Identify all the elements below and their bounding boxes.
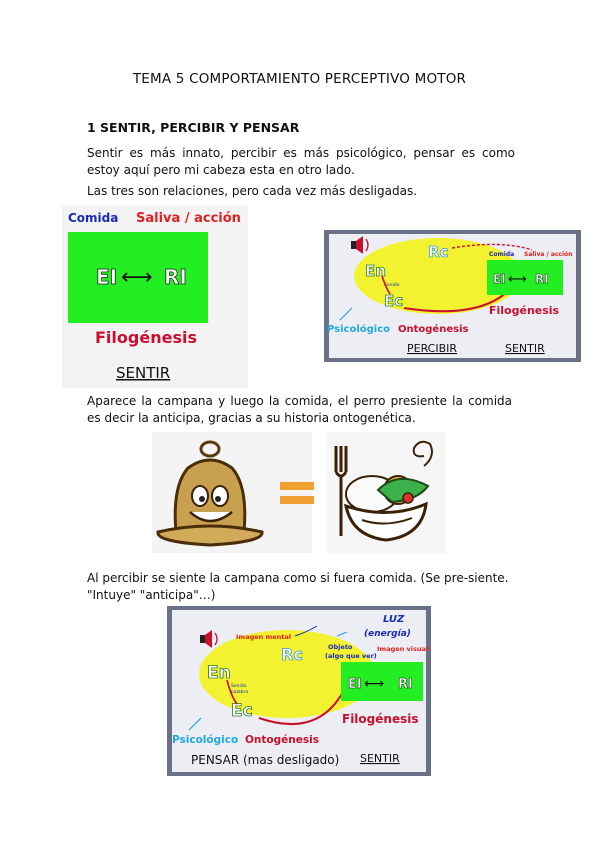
double-arrow-icon: ⟷ bbox=[364, 676, 385, 692]
paragraph-3: Aparece la campana y luego la comida, el perro presiente la comida es decir la anticipa, gracias a su historia ontogenética. bbox=[87, 394, 512, 425]
filogenesis-label: Filogénesis bbox=[95, 328, 197, 347]
filogenesis-label: Filogénesis bbox=[489, 304, 560, 317]
ontogenesis-label: Ontogénesis bbox=[245, 734, 319, 746]
algo-que-ver-label: (algo que ver) bbox=[325, 652, 377, 660]
ri-label: RI bbox=[164, 265, 187, 289]
ri-label: RI bbox=[535, 272, 549, 286]
psicologico-label: Psicológico bbox=[327, 324, 391, 335]
imagen-visual-label: Imagen visual bbox=[377, 645, 429, 653]
saliva-label: Saliva / acción bbox=[136, 211, 241, 226]
palabra-label: palabra bbox=[231, 690, 249, 695]
double-arrow-icon: ⟷ bbox=[121, 265, 153, 290]
percibir-caption: PERCIBIR bbox=[407, 342, 458, 355]
en-label: En bbox=[207, 663, 231, 683]
figure-sentir bbox=[62, 206, 248, 388]
luz-label: LUZ bbox=[383, 614, 405, 625]
ec-label: Ec bbox=[384, 292, 404, 310]
paragraph-1: Sentir es más innato, percibir es más psicológico, pensar es como estoy aquí pero mi cabeza esta en otro lado. bbox=[87, 146, 515, 177]
figure-pensar bbox=[167, 606, 431, 776]
energia-label: (energía) bbox=[364, 629, 411, 639]
ei-label: EI bbox=[348, 677, 362, 692]
rc-label: Rc bbox=[281, 645, 303, 664]
figure-bell-food bbox=[152, 432, 446, 553]
figure-percibir bbox=[324, 230, 581, 362]
rc-label: Rc bbox=[428, 243, 449, 261]
ei-label: EI bbox=[96, 265, 118, 289]
saliva-label: Saliva / acción bbox=[524, 251, 573, 258]
ontogenesis-label: Ontogénesis bbox=[398, 324, 469, 335]
sentir-caption: SENTIR bbox=[360, 752, 400, 765]
paragraph-2: Las tres son relaciones, pero cada vez más desligadas. bbox=[87, 184, 418, 198]
paragraph-4: Al percibir se siente la campana como si fuera comida. (Se pre-siente. "Intuye" "anticipa"…) bbox=[87, 571, 509, 602]
imagen-mental-label: Imagen mental bbox=[236, 633, 292, 641]
section-heading: 1 SENTIR, PERCIBIR Y PENSAR bbox=[87, 120, 300, 135]
ec-label: Ec bbox=[231, 701, 253, 721]
ei-label: EI bbox=[493, 272, 506, 286]
pensar-caption: PENSAR (mas desligado) bbox=[191, 753, 340, 767]
comida-label: Comida bbox=[489, 251, 515, 258]
filogenesis-label: Filogénesis bbox=[342, 712, 419, 726]
ri-label: RI bbox=[398, 677, 413, 692]
double-arrow-icon: ⟷ bbox=[508, 272, 527, 287]
sentir-caption: SENTIR bbox=[505, 342, 545, 355]
sonido-label: Sonido bbox=[384, 283, 400, 288]
psicologico-label: Psicológico bbox=[172, 734, 239, 746]
page-title: TEMA 5 COMPORTAMIENTO PERCEPTIVO MOTOR bbox=[132, 71, 467, 87]
en-label: En bbox=[365, 262, 386, 280]
sentir-caption: SENTIR bbox=[116, 364, 171, 382]
comida-label: Comida bbox=[68, 211, 119, 225]
sonido-label: Sonido bbox=[231, 684, 247, 689]
objeto-label: Objeto bbox=[328, 643, 353, 651]
